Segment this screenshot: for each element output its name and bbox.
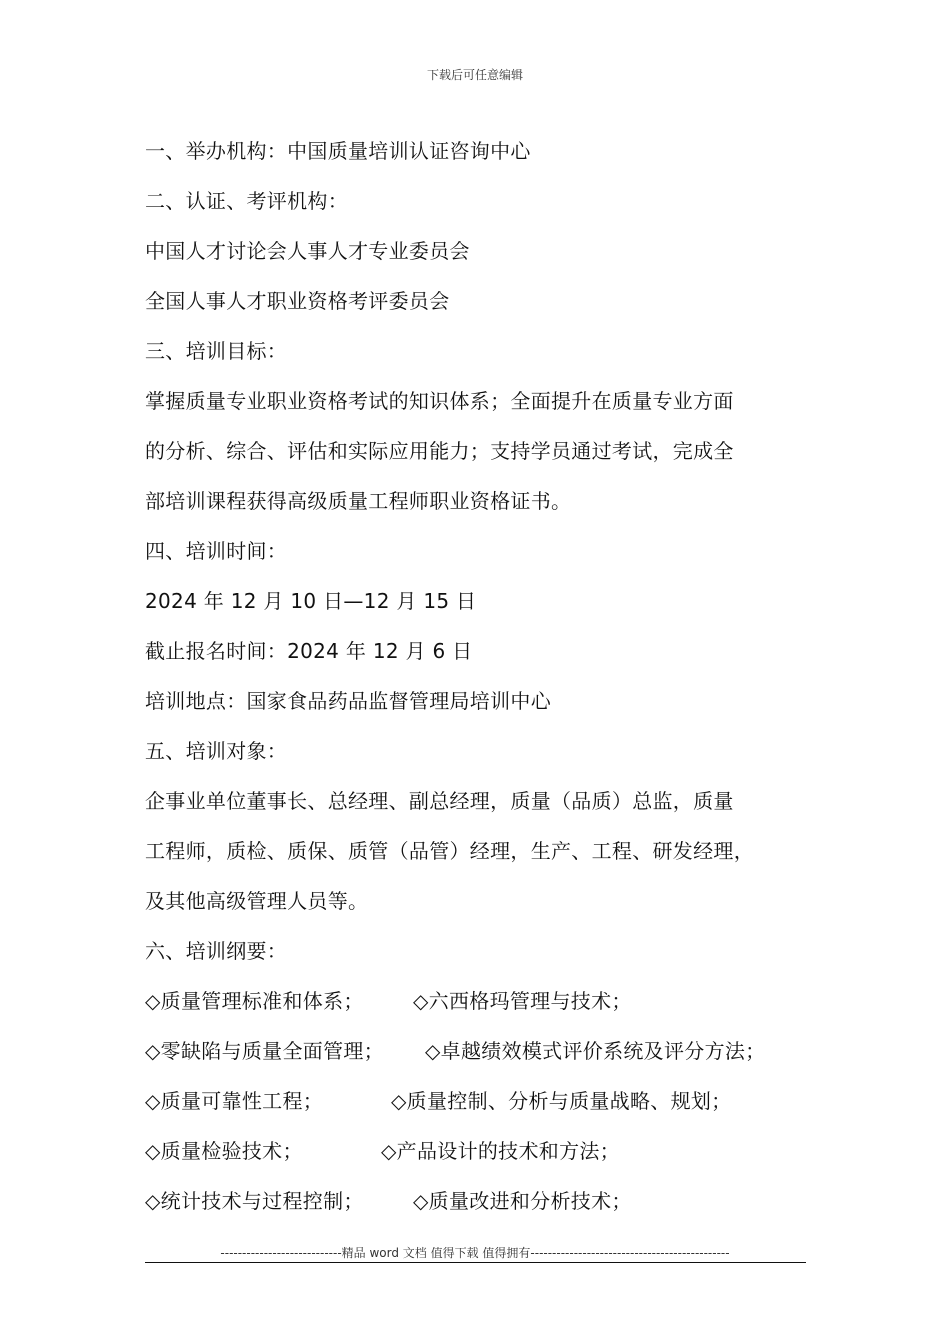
syllabus-item: ◇质量控制、分析与质量战略、规划； (391, 1089, 732, 1113)
section-audience-heading: 五、培训对象： (145, 739, 288, 763)
syllabus-item: ◇质量可靠性工程； (145, 1089, 324, 1113)
syllabus-item: ◇产品设计的技术和方法； (381, 1139, 620, 1163)
section-goals-heading: 三、培训目标： (145, 339, 288, 363)
section-organizer: 一、举办机构：中国质量培训认证咨询中心 (145, 139, 531, 163)
page-header-note: 下载后可任意编辑 (426, 68, 523, 82)
goals-text-line-2: 的分析、综合、评估和实际应用能力；支持学员通过考试，完成全 (145, 439, 734, 463)
training-dates: 2024 年 12 月 10 日—12 月 15 日 (145, 589, 477, 613)
section-syllabus-heading: 六、培训纲要： (145, 939, 288, 963)
certification-body-1: 中国人才讨论会人事人才专业委员会 (145, 239, 470, 263)
syllabus-row (145, 1026, 825, 1076)
section-certification-heading: 二、认证、考评机构： (145, 189, 348, 213)
footer-divider (145, 1262, 806, 1263)
training-location: 培训地点：国家食品药品监督管理局培训中心 (145, 689, 551, 713)
audience-text-line-2: 工程师，质检、质保、质管（品管）经理，生产、工程、研发经理， (145, 839, 754, 863)
syllabus-item: ◇质量管理标准和体系； (145, 989, 364, 1013)
syllabus-item: ◇六西格玛管理与技术； (413, 989, 632, 1013)
syllabus-row (145, 1176, 825, 1226)
syllabus-item: ◇零缺陷与质量全面管理； (145, 1039, 384, 1063)
registration-deadline: 截止报名时间：2024 年 12 月 6 日 (145, 639, 473, 663)
syllabus-row (145, 1076, 825, 1126)
document-body (145, 126, 825, 1226)
section-time-heading: 四、培训时间： (145, 539, 288, 563)
syllabus-item: ◇统计技术与过程控制； (145, 1189, 364, 1213)
syllabus-item: ◇质量改进和分析技术； (413, 1189, 632, 1213)
syllabus-row (145, 976, 825, 1026)
audience-text-line-3: 及其他高级管理人员等。 (145, 889, 369, 913)
syllabus-item: ◇质量检验技术； (145, 1139, 303, 1163)
page-footer-note: ----------------------------精品 word 文档 值得下载 值得拥有---------------------------------------------- (220, 1246, 730, 1260)
goals-text-line-1: 掌握质量专业职业资格考试的知识体系；全面提升在质量专业方面 (145, 389, 734, 413)
goals-text-line-3: 部培训课程获得高级质量工程师职业资格证书。 (145, 489, 572, 513)
audience-text-line-1: 企事业单位董事长、总经理、副总经理，质量（品质）总监，质量 (145, 789, 734, 813)
syllabus-item: ◇卓越绩效模式评价系统及评分方法； (425, 1039, 766, 1063)
syllabus-row (145, 1126, 825, 1176)
certification-body-2: 全国人事人才职业资格考评委员会 (145, 289, 450, 313)
